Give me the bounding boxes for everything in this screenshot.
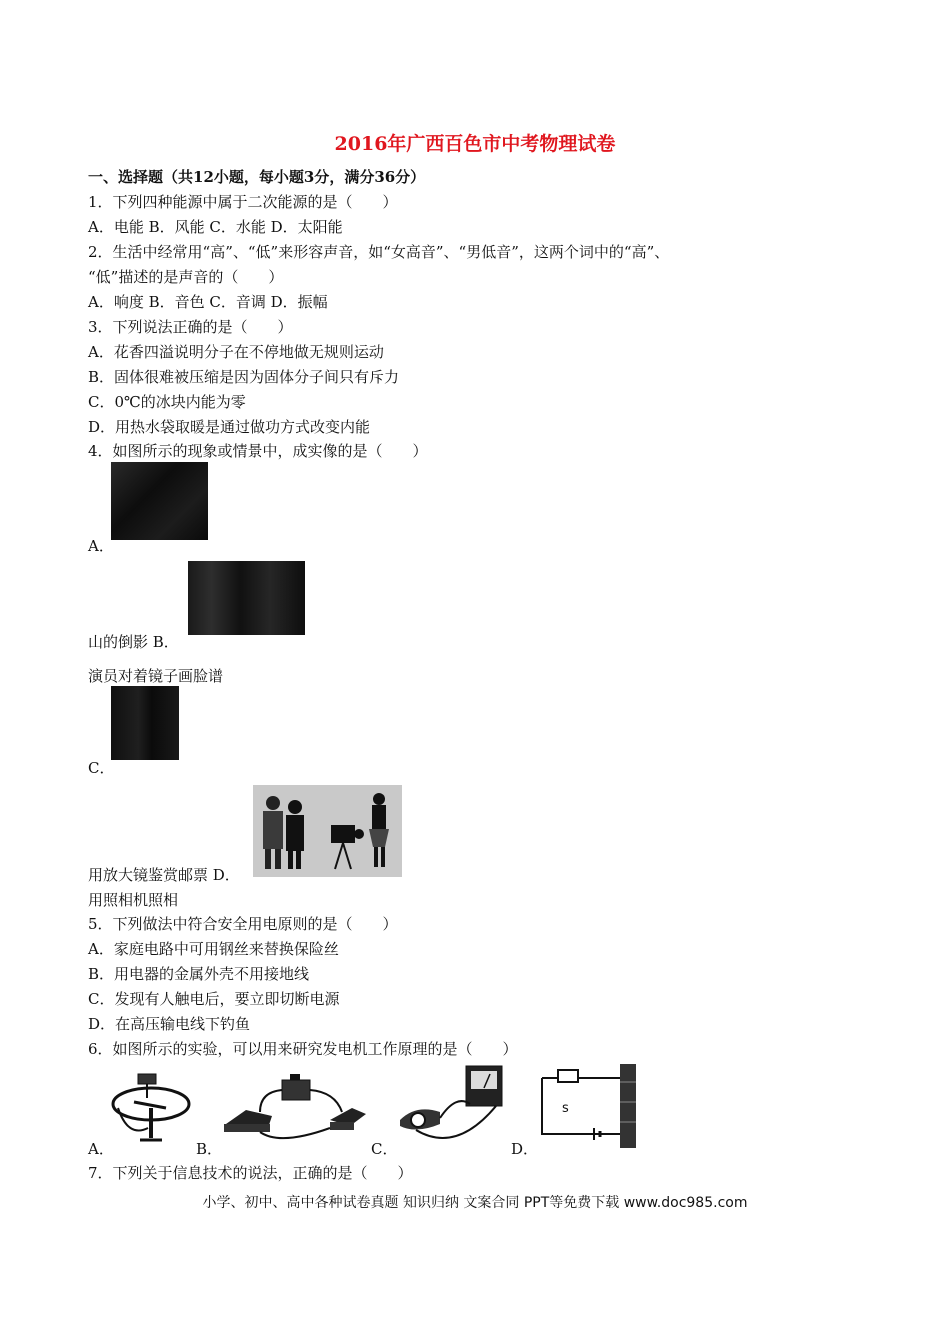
motor-circuit-diagram	[220, 1072, 370, 1148]
electromagnet-circuit-diagram	[532, 1062, 640, 1148]
question-5-option-d: D．在高压输电线下钓鱼	[88, 1015, 251, 1033]
page-footer: 小学、初中、高中各种试卷真题 知识归纳 文案合同 PPT等免费下载 www.doc985.com	[202, 1195, 748, 1211]
question-3-option-d: D．用热水袋取暖是通过做功方式改变内能	[88, 418, 371, 436]
mirror-face-painting-photo	[188, 561, 305, 635]
oersted-compass-diagram	[108, 1068, 194, 1148]
q6-option-b-label: B．	[196, 1140, 223, 1158]
q4-option-b-caption: 演员对着镜子画脸谱	[88, 667, 224, 685]
question-1-options: A．电能 B．风能 C．水能 D．太阳能	[88, 218, 343, 236]
question-1: 1．下列四种能源中属于二次能源的是（ ）	[88, 193, 398, 211]
q6-option-d-label: D．	[511, 1140, 539, 1158]
q6-option-c-label: C．	[371, 1140, 398, 1158]
q4-option-d-caption: 用照相机照相	[88, 891, 179, 909]
question-6: 6．如图所示的实验，可以用来研究发电机工作原理的是（ ）	[88, 1040, 518, 1058]
question-5-option-c: C．发现有人触电后，要立即切断电源	[88, 990, 340, 1008]
question-4: 4．如图所示的现象或情景中，成实像的是（ ）	[88, 442, 428, 460]
question-5-option-a: A．家庭电路中可用钢丝来替换保险丝	[88, 940, 339, 958]
question-2-line-1: 2．生活中经常用“高”、“低”来形容声音，如“女高音”、“男低音”，这两个词中的“高”、	[88, 243, 670, 261]
question-3-option-c: C．0℃的冰块内能为零	[88, 393, 246, 411]
question-3-option-a: A．花香四溢说明分子在不停地做无规则运动	[88, 343, 384, 361]
camera-photographing-illustration	[253, 785, 402, 877]
magnifier-stamp-photo	[111, 686, 179, 760]
question-5-option-b: B．用电器的金属外壳不用接地线	[88, 965, 310, 983]
page-title: 2016年广西百色市中考物理试卷	[334, 133, 616, 155]
section-heading: 一、选择题（共12小题，每小题3分，满分36分）	[88, 168, 426, 186]
q4-option-a-caption-b-label: 山的倒影 B．	[88, 633, 179, 651]
question-3-option-b: B．固体很难被压缩是因为固体分子间只有斥力	[88, 368, 400, 386]
question-5: 5．下列做法中符合安全用电原则的是（ ）	[88, 915, 398, 933]
question-2-line-2: “低”描述的是声音的（ ）	[88, 268, 284, 286]
q4-option-c-label: C．	[88, 759, 115, 777]
question-2-options: A．响度 B．音色 C．音调 D．振幅	[88, 293, 328, 311]
q4-option-a-label: A．	[88, 537, 114, 555]
generator-galvanometer-diagram	[396, 1064, 512, 1148]
svg-text:s: s	[562, 1101, 569, 1116]
q4-option-c-caption-d-label: 用放大镜鉴赏邮票 D．	[88, 866, 240, 884]
question-7: 7．下列关于信息技术的说法，正确的是（ ）	[88, 1164, 413, 1182]
question-3: 3．下列说法正确的是（ ）	[88, 318, 293, 336]
q6-option-a-label: A．	[88, 1140, 114, 1158]
mountain-reflection-photo	[111, 462, 208, 540]
